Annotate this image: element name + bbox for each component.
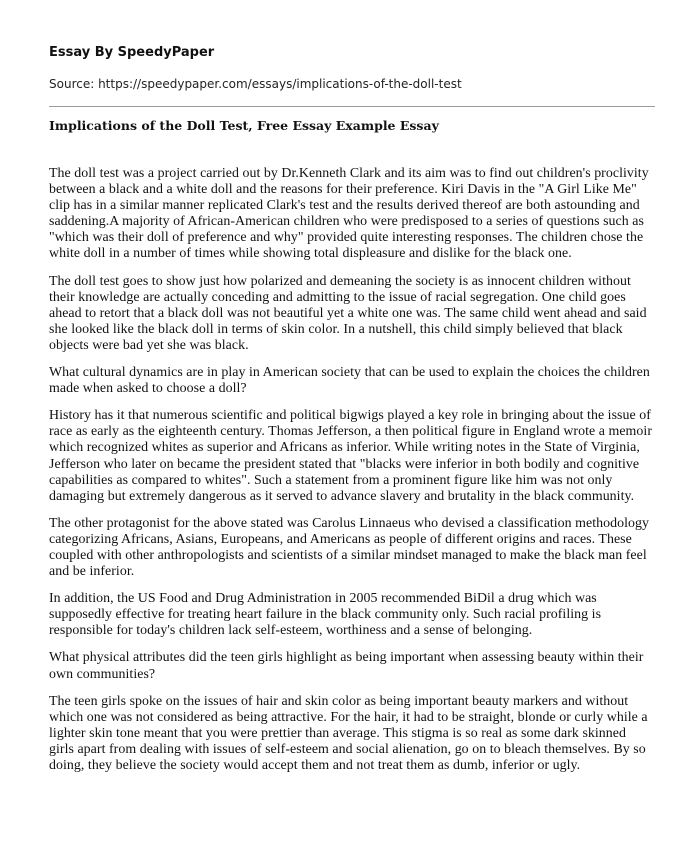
essay-paragraph: In addition, the US Food and Drug Administration in 2005 recommended BiDil a drug which was supposedly effective for treating heart failure in the black community only. Such racial profiling is responsible for today's children lack self-esteem, worthiness and a sense of belonging. bbox=[49, 591, 602, 639]
essay-paragraph: The teen girls spoke on the issues of hair and skin color as being important beauty markers and without which one was not considered as being attractive. For the hair, it had to be straight, blonde or curly while a lighter skin tone meant that you were prettier than average. This stigma is so real as some dark skinned girls apart from dealing with issues of self-esteem and social alienation, go on to bleach themselves. By so doing, they believe the society would accept them and not treat them as dumb, inferior or ugly. bbox=[49, 693, 648, 773]
essay-paragraph: The doll test goes to show just how polarized and demeaning the society is as innocent children without their knowledge are actually conceding and admitting to the issue of racial segregation. One child goes ahead to retort that a black doll was not beautiful yet a white one was. The same child went ahead and said she looked like the black doll in terms of skin color. In a nutshell, this child simply believed that black objects were bad yet she was black. bbox=[49, 273, 647, 353]
essay-question: What cultural dynamics are in play in American society that can be used to explain the choices the children made when asked to choose a doll? bbox=[49, 365, 650, 397]
essay-title: Implications of the Doll Test, Free Essay Example Essay bbox=[49, 118, 439, 133]
essay-paragraph: The doll test was a project carried out by Dr.Kenneth Clark and its aim was to find out children's proclivity between a black and a white doll and the reasons for their preference. Kiri Davis in the "A Girl Like Me" clip has in a similar manner replicated Clark's test and the results derived thereof are both astounding and saddening.A majority of African-American children who were predisposed to a series of questions such as "which was their doll of preference and why" provided quite interesting responses. The children chose the white doll in a number of times while showing total displeasure and dislike for the black one. bbox=[49, 166, 649, 262]
document-source-line: Source: https://speedypaper.com/essays/implications-of-the-doll-test bbox=[49, 77, 462, 91]
essay-question: What physical attributes did the teen girls highlight as being important when assessing beauty within their own communities? bbox=[49, 650, 644, 682]
essay-paragraph: History has it that numerous scientific and political bigwigs played a key role in bringing about the issue of race as early as the eighteenth century. Thomas Jefferson, a then political figure in England wrote a memoir which recognized whites as superior and Africans as inferior. While writing notes in the State of Virginia, Jefferson who later on became the president stated that "blacks were inferior in both bodily and cognitive capabilities as compared to whites". Such a statement from a prominent figure like him was not only damaging but extremely dangerous as it served to advance slavery and brutality in the black community. bbox=[49, 408, 652, 504]
essay-paragraph: The other protagonist for the above stated was Carolus Linnaeus who devised a classification methodology categorizing Africans, Asians, Europeans, and Americans as people of different origins and races. These coupled with other anthropologists and scientists of a similar mindset managed to make the black man feel and be inferior. bbox=[49, 515, 650, 580]
document-header-title: Essay By SpeedyPaper bbox=[49, 45, 215, 60]
essay-body bbox=[49, 166, 654, 774]
header-divider bbox=[49, 106, 655, 107]
